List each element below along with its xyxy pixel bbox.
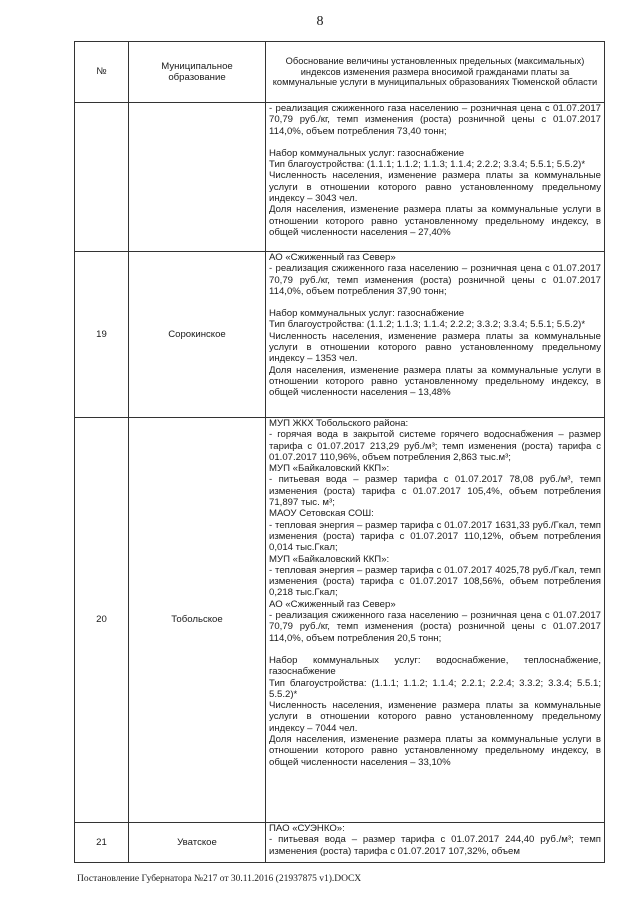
row-municipality: Тобольское — [129, 418, 266, 823]
justification-paragraph: Тип благоустройства: (1.1.1; 1.1.2; 1.1.3; 1.1.4; 2.2.2; 3.3.4; 5.5.1; 5.5.2)* — [269, 159, 586, 171]
justification-paragraph: - реализация сжиженного газа населению – розничная цена с 01.07.2017 70,79 руб./кг, темп изменения (роста) розничной цены с 01.07.2017 114,0%, объем потребления 20,5 тонн; — [269, 610, 601, 644]
justification-paragraph: - тепловая энергия – размер тарифа с 01.07.2017 4025,78 руб./Гкал, темп изменения (роста) тарифа с 01.07.2017 108,56%, объем потребления 0,218 тыс.Гкал; — [269, 564, 601, 599]
justification-paragraph: Доля населения, изменение размера платы за коммунальные услуги в отношении которого равно установленному предельному индексу, в общей численности населения – 27,40% — [269, 204, 601, 238]
justification-paragraph: - горячая вода в закрытой системе горячего водоснабжения – размер тарифа с 01.07.2017 213,29 руб./м³; темп изменения (роста) тарифа с 01.07.2017 110,96%, объем потребления 2,863 тыс.м³; — [269, 429, 601, 463]
page-number: 8 — [316, 14, 324, 29]
table-row — [75, 103, 605, 252]
header-justification: Обоснование величины установленных предельных (максимальных) индексов изменения размера вносимой гражданами платы за коммунальные услуги в муниципальных образованиях Тюменской области — [266, 42, 605, 103]
row-municipality: Сорокинское — [129, 252, 266, 418]
row-number: 20 — [75, 418, 129, 823]
row-justification — [266, 418, 605, 823]
justification-paragraph: Доля населения, изменение размера платы за коммунальные услуги в отношении которого равно установленному предельному индексу, в общей численности населения – 33,10% — [269, 734, 601, 768]
justification-paragraph: Набор коммунальных услуг: газоснабжение — [269, 308, 465, 320]
justification-paragraph: Набор коммунальных услуг: газоснабжение — [269, 147, 465, 159]
row-justification — [266, 252, 605, 418]
row-justification — [266, 823, 605, 863]
justification-paragraph: Численность населения, изменение размера платы за коммунальные услуги в отношении которого равно установленному предельному индексу – 7044 чел. — [269, 700, 601, 734]
paragraph-gap — [269, 137, 601, 148]
justification-paragraph: МУП ЖКХ Тобольского района: — [269, 418, 409, 429]
justification-paragraph: МУП «Байкаловский ККП»: — [269, 553, 390, 565]
indices-table — [74, 41, 605, 863]
justification-paragraph: - реализация сжиженного газа населению – розничная цена с 01.07.2017 70,79 руб./кг, темп изменения (роста) розничной цены с 01.07.2017 114,0%, объем потребления 73,40 тонн; — [269, 103, 601, 137]
row-number — [75, 103, 129, 252]
justification-paragraph: Численность населения, изменение размера платы за коммунальные услуги в отношении которого равно установленному предельному индексу – 1353 чел. — [269, 330, 601, 365]
justification-paragraph: - питьевая вода – размер тарифа с 01.07.2017 244,40 руб./м³; темп изменения (роста) тарифа с 01.07.2017 107,32%, объем — [269, 834, 601, 857]
document-footer: Постановление Губернатора №217 от 30.11.2016 (21937875 v1).DOCX — [77, 874, 362, 884]
justification-paragraph: АО «Сжиженный газ Север» — [269, 252, 396, 263]
justification-paragraph: МАОУ Сетовская СОШ: — [269, 508, 374, 520]
justification-paragraph: Тип благоустройства: (1.1.2; 1.1.3; 1.1.4; 2.2.2; 3.3.2; 3.3.4; 5.5.1; 5.5.2)* — [269, 319, 586, 331]
justification-paragraph: - тепловая энергия – размер тарифа с 01.07.2017 1631,33 руб./Гкал, темп изменения (роста) тарифа с 01.07.2017 110,12%, объем потребления 0,014 тыс.Гкал; — [269, 519, 601, 554]
justification-paragraph: Набор коммунальных услуг: водоснабжение, теплоснабжение, газоснабжение — [269, 654, 601, 678]
header-number: № — [75, 42, 129, 103]
table-row — [75, 418, 605, 823]
row-municipality: Уватское — [129, 823, 266, 863]
justification-paragraph: Доля населения, изменение размера платы за коммунальные услуги в отношении которого равно установленному предельному индексу, в общей численности населения – 13,48% — [269, 364, 601, 399]
table-header-row — [75, 42, 605, 103]
paragraph-gap — [269, 297, 601, 308]
justification-paragraph: Численность населения, изменение размера платы за коммунальные услуги в отношении которого равно установленному предельному индексу – 3043 чел. — [269, 170, 601, 205]
row-number: 19 — [75, 252, 129, 418]
table-row — [75, 252, 605, 418]
justification-paragraph: - реализация сжиженного газа населению – розничная цена с 01.07.2017 70,79 руб./кг, темп изменения (роста) розничной цены с 01.07.2017 114,0%, объем потребления 37,90 тонн; — [269, 263, 601, 297]
row-number: 21 — [75, 823, 129, 863]
row-justification — [266, 103, 605, 252]
justification-paragraph: Тип благоустройства: (1.1.1; 1.1.2; 1.1.4; 2.2.1; 2.2.4; 3.3.2; 3.3.4; 5.5.1; 5.5.2)* — [269, 677, 601, 700]
justification-paragraph: ПАО «СУЭНКО»: — [269, 823, 345, 834]
justification-paragraph: АО «Сжиженный газ Север» — [269, 598, 396, 610]
table-row — [75, 823, 605, 863]
row-municipality — [129, 103, 266, 252]
justification-paragraph: МУП «Байкаловский ККП»: — [269, 463, 390, 475]
justification-paragraph: - питьевая вода – размер тарифа с 01.07.2017 78,08 руб./м³, темп изменения (роста) тарифа с 01.07.2017 105,4%, объем потребления 71,897 тыс. м³; — [269, 474, 601, 509]
header-municipality: Муниципальное образование — [129, 42, 266, 103]
paragraph-gap — [269, 644, 601, 655]
